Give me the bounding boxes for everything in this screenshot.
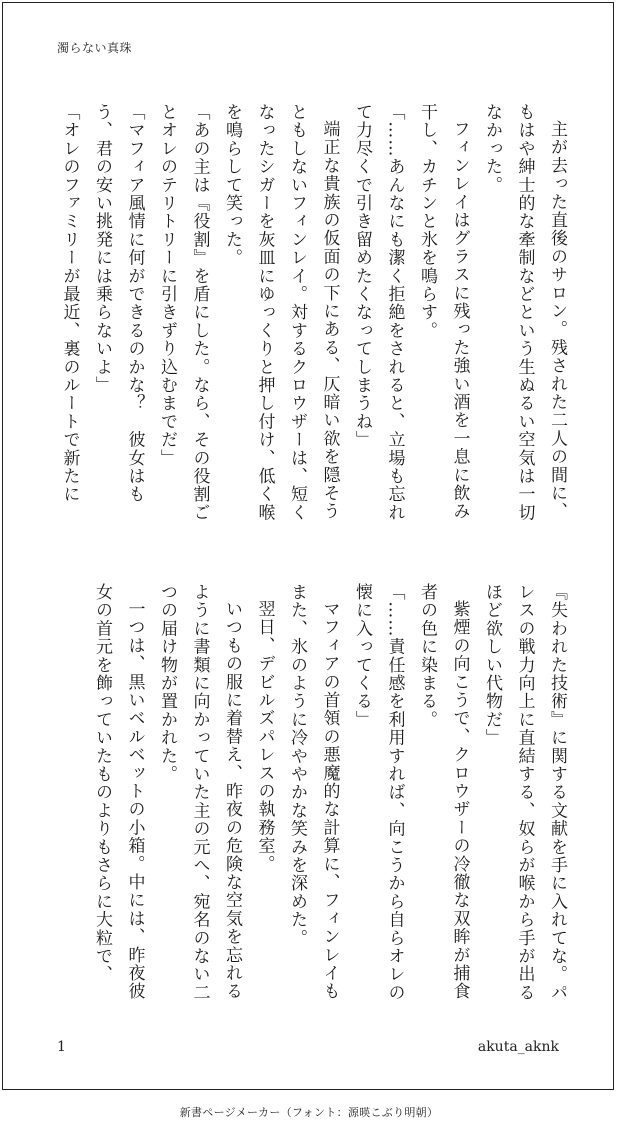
- dialogue-line: 「……あんなにも潔く拒絶をされると、立場も忘れて力尽くで引き留めたくなってしまうね」: [352, 103, 405, 522]
- paragraph: 紫煙の向こうで、クロウザーの冷徹な双眸が捕食者の色に染まる。: [417, 583, 470, 1001]
- dialogue-line: 「マフィア風情に何ができるのかな？ 彼女はもう、君の安い挑発には乗らないよ」: [92, 103, 145, 504]
- page-frame: [2, 2, 614, 1090]
- paragraph: 一つは、黒いベルベットの小箱。中には、昨夜彼女の首元を飾っていたものよりもさらに大粒で、: [92, 583, 145, 1001]
- page-number: 1: [57, 1039, 66, 1055]
- paragraph: 翌日、デビルズパレスの執務室。: [254, 600, 275, 873]
- paragraph: 端正な貴族の仮面の下にある、仄暗い欲を隠そうともしないフィンレイ。対するクロウザーは、短くなったシガーを灰皿にゆっくりと押し付け、低く喉を鳴らして笑った。: [222, 103, 340, 522]
- dialogue-line: 「オレのファミリーが最近、裏のルートで新たに: [59, 103, 80, 504]
- author-handle: akuta_aknk: [477, 1039, 559, 1055]
- dialogue-line: 「あの主は『役割』を盾にした。なら、その役割ごとオレのテリトリーに引きずり込むまでだ」: [157, 103, 210, 522]
- paragraph: いつもの服に着替え、昨夜の危険な空気を忘れるように書類に向かっていた主の元へ、宛名のない二つの届け物が置かれた。: [157, 583, 242, 1002]
- dialogue-line: 『失われた技術』に関する文献を手に入れてな。パレスの戦力向上に直結する、奴らが喉から手が出るほど欲しい代物だ」: [482, 583, 567, 1002]
- paragraph: マフィアの首領の悪魔的な計算に、フィンレイもまた、氷のように冷ややかな笑みを深めた。: [287, 583, 340, 1001]
- book-title: 濁らない真珠: [57, 41, 133, 55]
- body-text-upper: [53, 103, 573, 533]
- maker-credit: 新書ページメーカー（フォント：源暎こぶり明朝）: [179, 1106, 439, 1119]
- paragraph: 主が去った直後のサロン。残された二人の間に、もはや紳士的な牽制などという生ぬるい空気は一切なかった。: [482, 103, 567, 522]
- body-text-lower: [53, 583, 573, 1015]
- paragraph: フィンレイはグラスに残った強い酒を一息に飲み干し、カチンと氷を鳴らす。: [417, 103, 470, 521]
- dialogue-line: 「……責任感を利用すれば、向こうから自らオレの懐に入ってくる」: [352, 583, 405, 1002]
